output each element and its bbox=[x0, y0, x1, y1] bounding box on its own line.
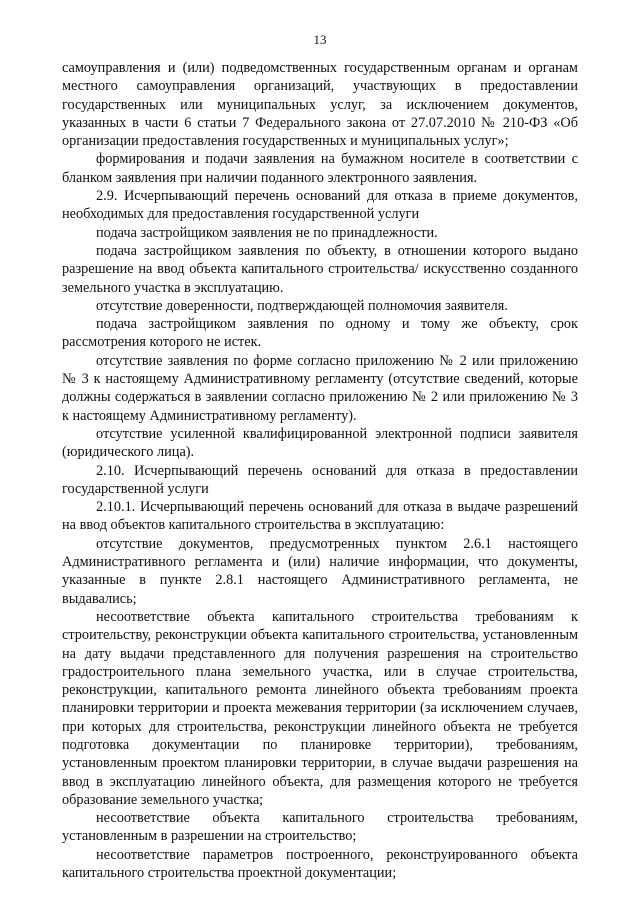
paragraph: отсутствие документов, предусмотренных пунктом 2.6.1 настоящего Административного регламента и (или) наличие информации, что документы, указанные в пункте 2.8.1 настоящего Административного регламента, не выдавались; bbox=[62, 535, 578, 607]
paragraph: отсутствие заявления по форме согласно приложению № 2 или приложению № 3 к настоящему Административному регламенту (отсутствие сведений, которые должны содержаться в заявлении согласно приложению № 2 или приложению № 3 к настоящему Административному регламенту). bbox=[62, 352, 578, 424]
paragraph: несоответствие объекта капитального строительства требованиям, установленным в разрешении на строительство; bbox=[62, 810, 578, 845]
paragraph: отсутствие усиленной квалифицированной электронной подписи заявителя (юридического лица). bbox=[62, 425, 578, 461]
paragraph: несоответствие объекта капитального строительства требованиям к строительству, реконструкции объекта капитального строительства, установленным на дату выдачи представленного для получения разрешения на строительство градостроительного плана земельного участка, или в случае строительства, реконструкции, капитального ремонта линейного объекта требованиям проекта планировки территории и проекта межевания территории (за исключением случаев, при которых для строительства, реконструкции линейного объекта не требуется подготовка документации по планировке территории), требованиям, установленным проектом планировки территории, в случае выдачи разрешения на ввод в эксплуатацию линейного объекта, для размещения которого не требуется образование земельного участка; bbox=[62, 608, 578, 808]
paragraph: подача застройщиком заявления по одному и тому же объекту, срок рассмотрения которого не истек. bbox=[62, 316, 578, 351]
paragraph: подача застройщиком заявления не по принадлежности. bbox=[96, 224, 438, 241]
paragraph: отсутствие доверенности, подтверждающей полномочия заявителя. bbox=[96, 297, 508, 314]
section-heading-2-9: 2.9. Исчерпывающий перечень оснований для отказа в приеме документов, необходимых для предоставления государственной услуги bbox=[62, 188, 578, 223]
page-number: 13 bbox=[313, 32, 327, 47]
section-heading-2-10-1: 2.10.1. Исчерпывающий перечень оснований для отказа в выдаче разрешений на ввод объектов капитального строительства в эксплуатацию: bbox=[62, 499, 578, 534]
paragraph: формирования и подачи заявления на бумажном носителе в соответствии с бланком заявления при наличии поданного электронного заявления. bbox=[62, 151, 578, 186]
paragraph: несоответствие параметров построенного, реконструированного объекта капитального строительства проектной документации; bbox=[62, 846, 578, 882]
document-body bbox=[62, 59, 578, 882]
paragraph: подача застройщиком заявления по объекту, в отношении которого выдано разрешение на ввод объекта капитального строительства/ искусственно созданного земельного участка в эксплуатацию. bbox=[62, 242, 578, 296]
paragraph: самоуправления и (или) подведомственных государственным органам и органам местного самоуправления организаций, участвующих в предоставлении государственных или муниципальных услуг, за исключением документов, указанных в части 6 статьи 7 Федерального закона от 27.07.2010 № 210-ФЗ «Об организации предоставления государственных и муниципальных услуг»; bbox=[62, 60, 578, 150]
section-heading-2-10: 2.10. Исчерпывающий перечень оснований для отказа в предоставлении государственной услуги bbox=[62, 462, 578, 497]
